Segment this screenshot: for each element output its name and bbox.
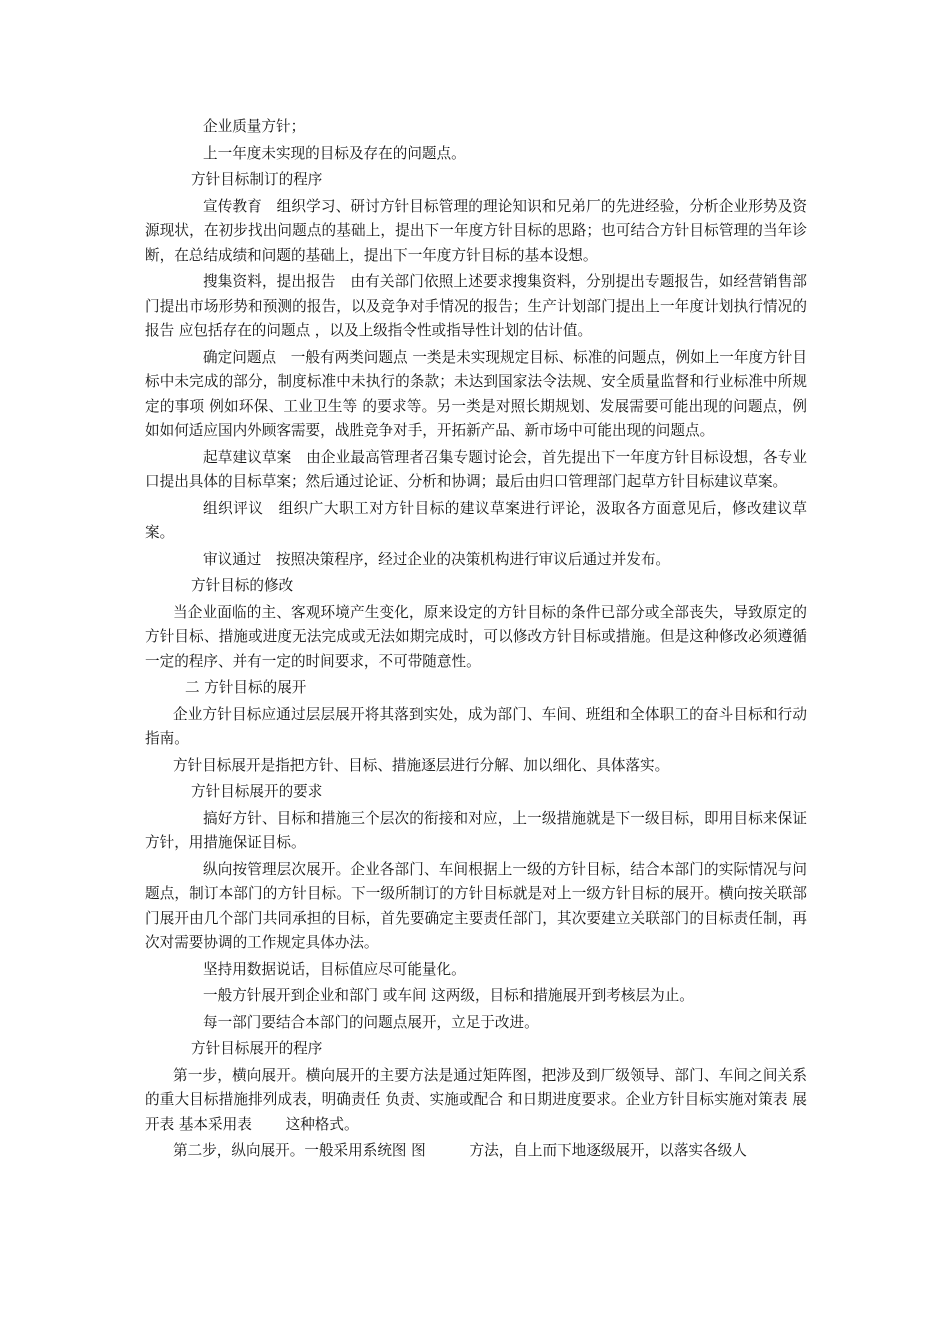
list-item: 搜集资料，提出报告 由有关部门依照上述要求搜集资料，分别提出专题报告，如经营销售部门提出市场形势和预测的报告，以及竞争对手情况的报告；生产计划部门提出上一年度计划执行情况的报告 应包括存在的问题点 ，以及上级指令性或指导性计划的估计值。 — [145, 273, 807, 339]
section-heading: 方针目标的修改 — [191, 577, 294, 594]
section-heading: 方针目标展开的程序 — [191, 1040, 323, 1057]
paragraph: 企业方针目标应通过层层展开将其落到实处，成为部门、车间、班组和全体职工的奋斗目标和行动指南。 — [145, 705, 807, 747]
list-item: 确定问题点 一般有两类问题点 一类是未实现规定目标、标准的问题点，例如上一年度方针目标中未完成的部分，制度标准中未执行的条款；未达到国家法令法规、安全质量监督和行业标准中所规定的事项 例如环保、工业卫生等 的要求等。另一类是对照长期规划、发展需要可能出现的问题点，例如如何适应国内外顾客需要，战胜竞争对手，开拓新产品、新市场中可能出现的问题点。 — [145, 348, 807, 439]
chapter-heading: 二 方针目标的展开 — [185, 679, 307, 696]
paragraph: 第二步，纵向展开。一般采用系统图 图 方法，自上而下地逐级展开，以落实各级人 — [173, 1142, 747, 1159]
list-item: 企业质量方针； — [203, 118, 306, 135]
document-body — [145, 115, 807, 1166]
list-item: 搞好方针、目标和措施三个层次的衔接和对应，上一级措施就是下一级目标，即用目标来保证方针，用措施保证目标。 — [145, 809, 807, 851]
list-item: 坚持用数据说话，目标值应尽可能量化。 — [203, 960, 466, 978]
list-item: 纵向按管理层次展开。企业各部门、车间根据上一级的方针目标，结合本部门的实际情况与问题点，制订本部门的方针目标。下一级所制订的方针目标就是对上一级方针目标的展开。横向按关联部门展开由几个部门共同承担的目标，首先要确定主要责任部门，其次要建立关联部门的目标责任制，再次对需要协调的工作规定具体办法。 — [145, 860, 807, 951]
list-item: 上一年度未实现的目标及存在的问题点。 — [203, 144, 466, 162]
list-item: 组织评议 组织广大职工对方针目标的建议草案进行评论，汲取各方面意见后，修改建议草案。 — [145, 499, 807, 541]
list-item: 起草建议草案 由企业最高管理者召集专题讨论会，首先提出下一年度方针目标设想，各专业口提出具体的目标草案；然后通过论证、分析和协调；最后由归口管理部门起草方针目标建议草案。 — [145, 448, 807, 490]
section-heading: 方针目标制订的程序 — [191, 171, 323, 188]
paragraph: 当企业面临的主、客观环境产生变化，原来设定的方针目标的条件已部分或全部丧失，导致原定的方针目标、措施或进度无法完成或无法如期完成时，可以修改方针目标或措施。但是这种修改必须遵循一定的程序、并有一定的时间要求，不可带随意性。 — [145, 603, 807, 670]
paragraph: 方针目标展开是指把方针、目标、措施逐层进行分解、加以细化、具体落实。 — [173, 756, 670, 774]
paragraph: 第一步，横向展开。横向展开的主要方法是通过矩阵图，把涉及到厂级领导、部门、车间之间关系的重大目标措施排列成表，明确责任 负责、实施或配合 和日期进度要求。企业方针目标实施对策表 展开表 基本采用表 这种格式。 — [145, 1066, 807, 1133]
list-item: 审议通过 按照决策程序，经过企业的决策机构进行审议后通过并发布。 — [203, 550, 671, 568]
list-item: 宣传教育 组织学习、研讨方针目标管理的理论知识和兄弟厂的先进经验，分析企业形势及资源现状，在初步找出问题点的基础上，提出下一年度方针目标的思路；也可结合方针目标管理的当年诊断，在总结成绩和问题的基础上，提出下一年度方针目标的基本设想。 — [145, 197, 807, 264]
section-heading: 方针目标展开的要求 — [191, 783, 323, 800]
list-item: 每一部门要结合本部门的问题点展开，立足于改进。 — [203, 1013, 539, 1031]
list-item: 一般方针展开到企业和部门 或车间 这两级，目标和措施展开到考核层为止。 — [203, 987, 694, 1004]
